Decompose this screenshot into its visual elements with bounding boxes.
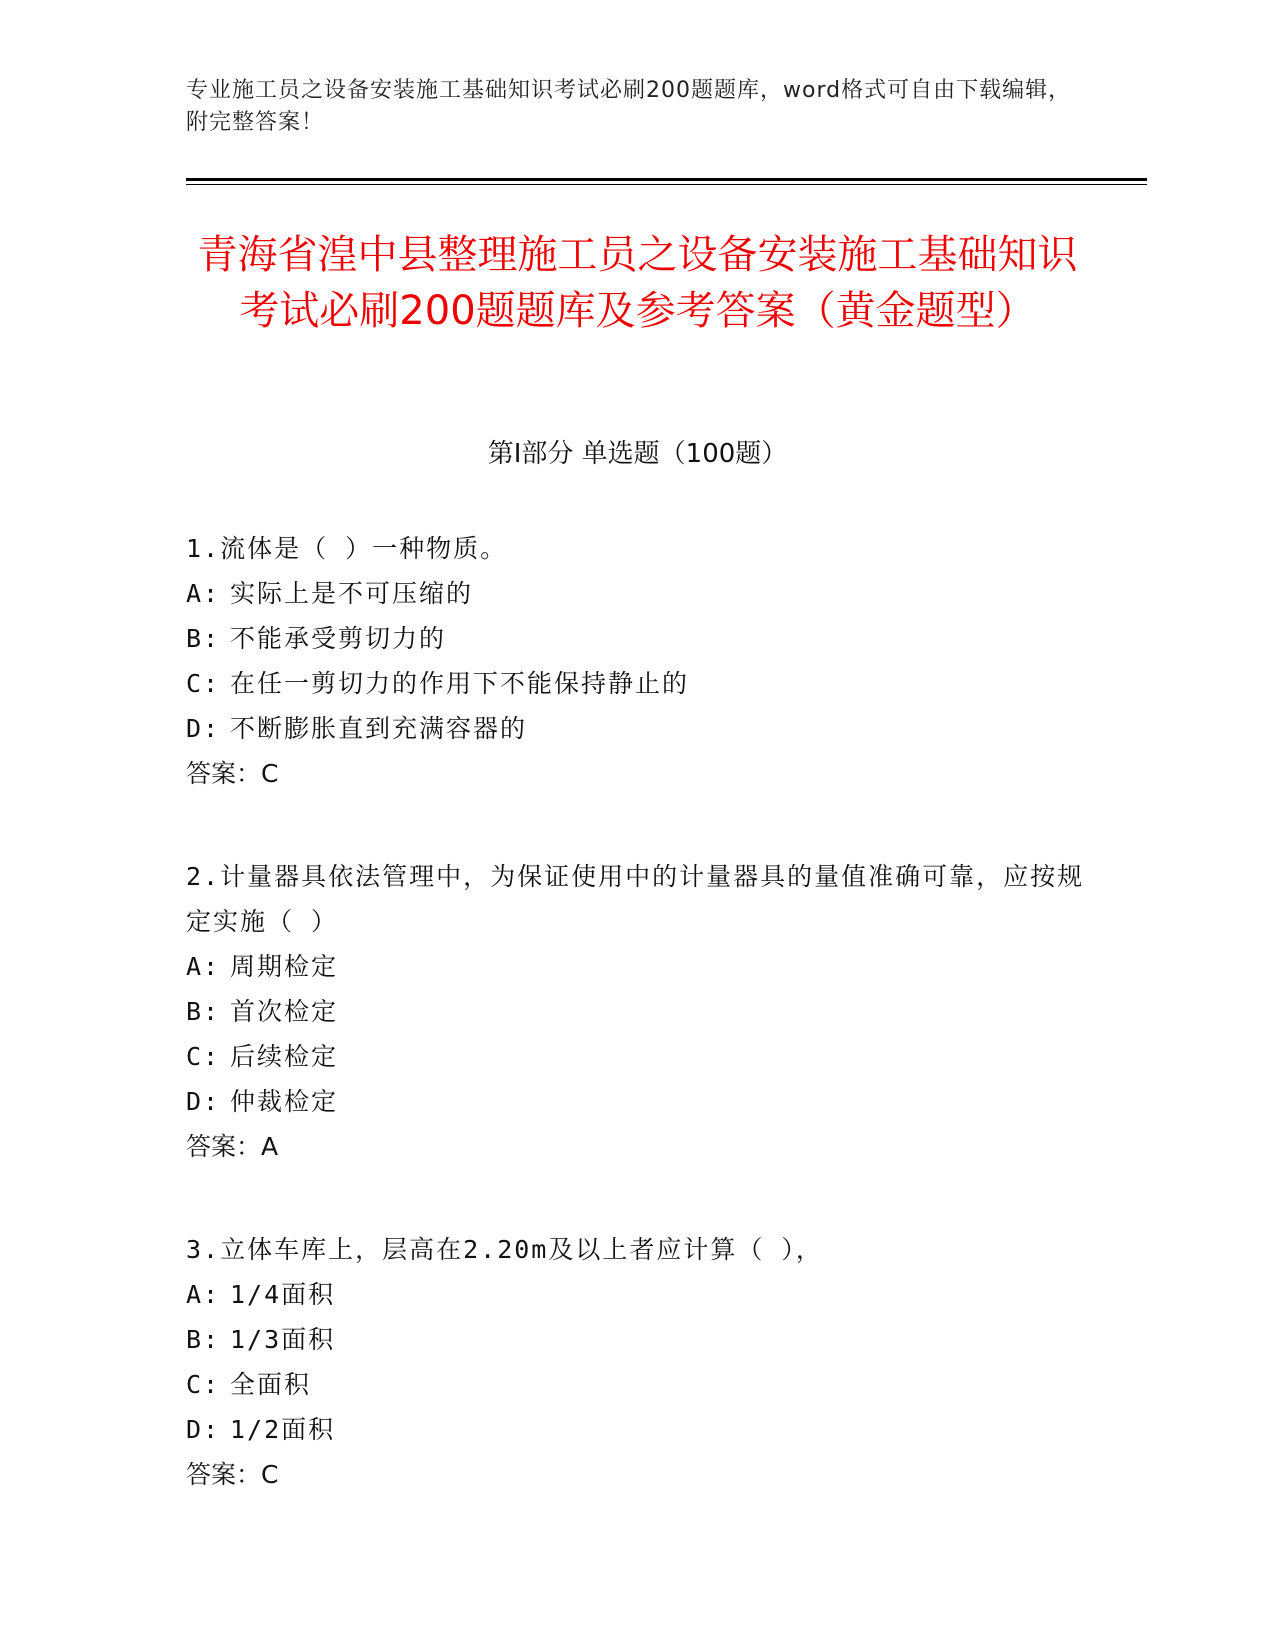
option-b xyxy=(186,1317,1086,1362)
header-divider-thick xyxy=(186,178,1147,181)
option-key: C: xyxy=(186,1370,221,1399)
option-b xyxy=(186,616,1086,661)
question-stem: 3.立体车库上，层高在2.20m及以上者应计算（ ）， xyxy=(186,1235,823,1264)
header-divider-thin xyxy=(186,184,1147,185)
option-text: 不断膨胀直到充满容器的 xyxy=(230,714,528,743)
option-d xyxy=(186,1407,1086,1452)
option-a xyxy=(186,571,1086,616)
answer: 答案：C xyxy=(186,759,279,788)
question-3 xyxy=(186,1227,1086,1497)
option-text: 1/2面积 xyxy=(230,1415,336,1444)
option-a xyxy=(186,1272,1086,1317)
option-c xyxy=(186,1362,1086,1407)
option-text: 在任一剪切力的作用下不能保持静止的 xyxy=(230,669,690,698)
answer: 答案：C xyxy=(186,1460,279,1489)
option-key: C: xyxy=(186,1042,221,1071)
answer: 答案：A xyxy=(186,1132,279,1161)
option-text: 全面积 xyxy=(230,1370,312,1399)
option-text: 周期检定 xyxy=(230,952,339,981)
option-key: B: xyxy=(186,1325,221,1354)
option-d xyxy=(186,1079,1086,1124)
option-text: 实际上是不可压缩的 xyxy=(230,579,474,608)
question-2 xyxy=(186,854,1086,1169)
option-key: C: xyxy=(186,669,221,698)
section-title: 第Ⅰ部分 单选题（100题） xyxy=(487,439,788,469)
document-title: 青海省湟中县整理施工员之设备安装施工基础知识考试必刷200题题库及参考答案（黄金题型） xyxy=(197,232,1078,334)
option-text: 1/4面积 xyxy=(230,1280,336,1309)
option-d xyxy=(186,706,1086,751)
option-text: 仲裁检定 xyxy=(230,1087,339,1116)
question-stem: 2.计量器具依法管理中，为保证使用中的计量器具的量值准确可靠，应按规定实施（ ） xyxy=(186,862,1085,936)
option-text: 1/3面积 xyxy=(230,1325,336,1354)
option-c xyxy=(186,661,1086,706)
option-key: A: xyxy=(186,952,221,981)
option-c xyxy=(186,1034,1086,1079)
option-a xyxy=(186,944,1086,989)
question-list xyxy=(186,526,1086,1555)
option-key: D: xyxy=(186,1087,221,1116)
option-key: B: xyxy=(186,624,221,653)
option-key: A: xyxy=(186,1280,221,1309)
option-text: 首次检定 xyxy=(230,997,339,1026)
option-key: D: xyxy=(186,1415,221,1444)
header-note: 专业施工员之设备安装施工基础知识考试必刷200题题库，word格式可自由下载编辑，附完整答案！ xyxy=(186,78,1072,135)
option-key: B: xyxy=(186,997,221,1026)
option-text: 后续检定 xyxy=(230,1042,339,1071)
option-b xyxy=(186,989,1086,1034)
option-text: 不能承受剪切力的 xyxy=(230,624,447,653)
option-key: A: xyxy=(186,579,221,608)
question-1 xyxy=(186,526,1086,796)
option-key: D: xyxy=(186,714,221,743)
question-stem: 1.流体是（ ）一种物质。 xyxy=(186,534,508,563)
